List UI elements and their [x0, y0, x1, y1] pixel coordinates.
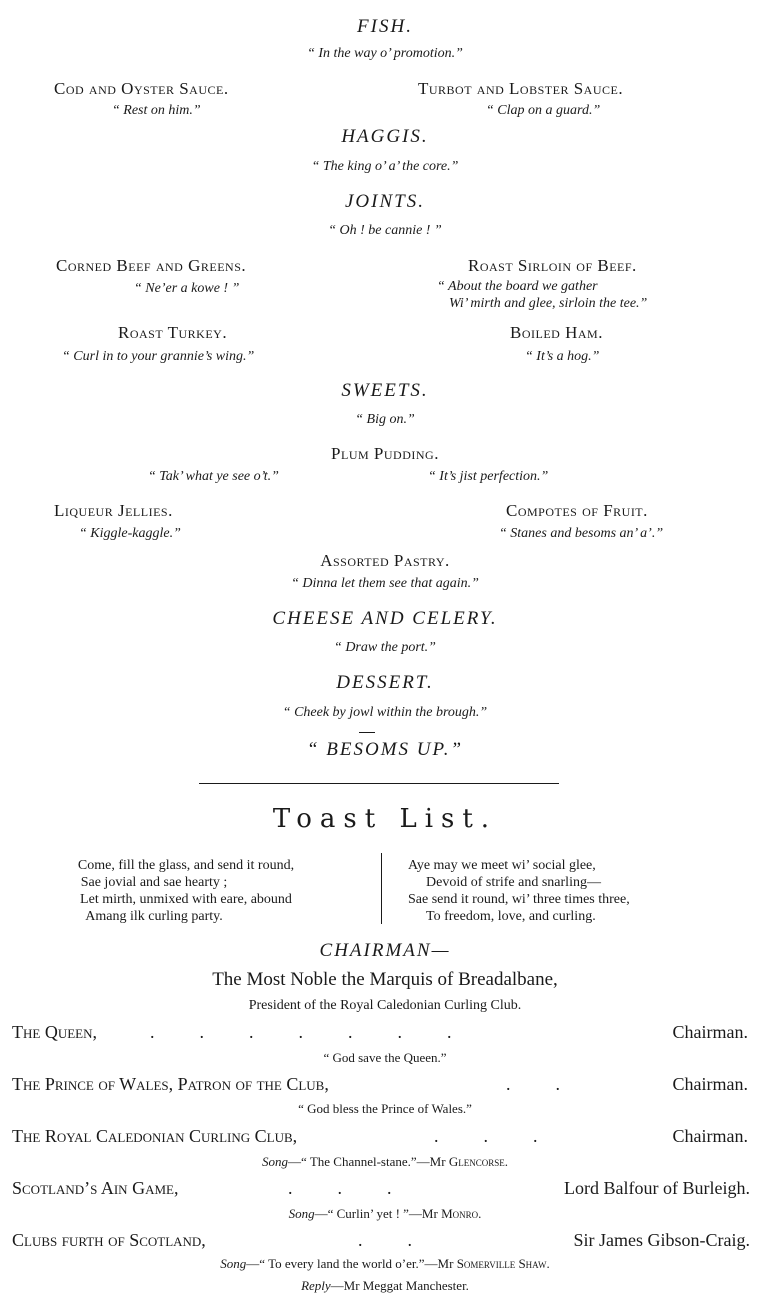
dish-turkey: Roast Turkey. [118, 323, 228, 342]
dish-sirloin-quote-2: Wi’ mirth and glee, sirloin the tee.” [449, 296, 648, 311]
dish-plum-pudding-quote-left: “ Tak’ what ye see o’t.” [148, 469, 279, 484]
joints-heading: JOINTS. [345, 191, 425, 212]
haggis-heading: HAGGIS. [341, 126, 429, 147]
dish-ham-quote: “ It’s a hog.” [525, 349, 600, 364]
verse-left-line-3: Let mirth, unmixed with eare, abound [80, 892, 292, 907]
toast-list-title: Toast List. [272, 804, 498, 834]
cheese-quote: “ Draw the port.” [334, 640, 436, 655]
dish-turbot-quote: “ Clap on a guard.” [486, 103, 601, 118]
toast-rccc-sub-label: Song [262, 1154, 289, 1169]
verse-right [408, 857, 738, 925]
toast-furth-sub [0, 1256, 770, 1272]
dish-sirloin: Roast Sirloin of Beef. [468, 256, 637, 275]
dish-plum-pudding: Plum Pudding. [331, 444, 439, 463]
dish-assorted-pastry: Assorted Pastry. [320, 551, 450, 570]
fish-heading: FISH. [357, 16, 413, 37]
dish-corned-beef-quote: “ Ne’er a kowe ! ” [134, 281, 240, 296]
verse-left [30, 857, 342, 925]
toast-prince-sub: “ God bless the Prince of Wales.” [298, 1101, 472, 1116]
verse-right-line-1: Aye may we meet wi’ social glee, [408, 858, 596, 873]
toast-queen-name: The Queen, [12, 1022, 97, 1042]
chairman-title: President of the Royal Caledonian Curling Club. [248, 998, 522, 1013]
toast-rccc-sub [0, 1154, 770, 1170]
toast-rccc-sub-person: Glencorse. [448, 1154, 508, 1169]
dish-corned-beef: Corned Beef and Greens. [56, 256, 247, 275]
toast-furth-reply [0, 1278, 770, 1294]
toast-furth-sub-label: Song [220, 1256, 247, 1271]
toast-ain-game-name: Scotland’s Ain Game, [12, 1178, 179, 1198]
joints-quote: “ Oh ! be cannie ! ” [328, 223, 442, 238]
toast-rccc-proposer: Chairman. [672, 1126, 748, 1146]
toast-furth-sub-person: Somerville Shaw. [456, 1256, 550, 1271]
fish-quote: “ In the way o’ promotion.” [307, 46, 463, 61]
dish-liqueur-jellies-quote: “ Kiggle-kaggle.” [79, 526, 181, 541]
verse-left-line-2: Sae jovial and sae hearty ; [80, 875, 228, 890]
cheese-heading: CHEESE AND CELERY. [272, 608, 498, 629]
toast-ain-game-proposer: Lord Balfour of Burleigh. [564, 1178, 750, 1198]
toast-furth-reply-label: Reply [301, 1278, 331, 1293]
dish-compotes-quote: “ Stanes and besoms an’ a’.” [499, 526, 664, 541]
verse-divider [381, 853, 382, 924]
dessert-heading: DESSERT. [336, 672, 434, 693]
chairman-name: The Most Noble the Marquis of Breadalbane, [212, 969, 558, 990]
dish-turkey-quote: “ Curl in to your grannie’s wing.” [62, 349, 255, 364]
dish-liqueur-jellies: Liqueur Jellies. [54, 501, 173, 520]
toast-ain-game-sub-person: Monro. [441, 1206, 482, 1221]
verse-right-line-2: Devoid of strife and snarling— [426, 875, 601, 890]
besoms-up-heading: “ BESOMS UP.” [306, 739, 464, 760]
chairman-heading: CHAIRMAN— [319, 940, 451, 961]
toast-furth-name: Clubs furth of Scotland, [12, 1230, 206, 1250]
section-divider [199, 783, 559, 784]
dish-ham: Boiled Ham. [510, 323, 603, 342]
toast-rccc-sub-text: —“ The Channel-stane.”—Mr [288, 1154, 449, 1169]
toast-ain-game-dots: . . . [288, 1178, 392, 1198]
dish-assorted-pastry-quote: “ Dinna let them see that again.” [291, 576, 479, 591]
dish-plum-pudding-quote-right: “ It’s jist perfection.” [428, 469, 549, 484]
toast-ain-game-sub [0, 1206, 770, 1222]
dish-cod-quote: “ Rest on him.” [112, 103, 201, 118]
toast-furth-proposer: Sir James Gibson-Craig. [573, 1230, 750, 1250]
short-rule [359, 732, 375, 733]
toast-furth-sub-text: —“ To every land the world o’er.”—Mr [246, 1256, 457, 1271]
sweets-quote: “ Big on.” [355, 412, 415, 427]
toast-prince-name: The Prince of Wales, Patron of the Club, [12, 1074, 329, 1094]
dish-sirloin-quote-1: “ About the board we gather [437, 279, 598, 294]
toast-furth-dots: . . [358, 1230, 412, 1250]
sweets-heading: SWEETS. [341, 380, 429, 401]
haggis-quote: “ The king o’ a’ the core.” [311, 159, 459, 174]
dish-cod: Cod and Oyster Sauce. [54, 79, 229, 98]
dish-turbot: Turbot and Lobster Sauce. [418, 79, 624, 98]
toast-queen-sub: “ God save the Queen.” [323, 1050, 447, 1065]
toast-queen-proposer: Chairman. [672, 1022, 748, 1042]
dessert-quote: “ Cheek by jowl within the brough.” [282, 705, 488, 720]
toast-ain-game-sub-text: —“ Curlin’ yet ! ”—Mr [314, 1206, 442, 1221]
toast-rccc-dots: . . . [434, 1126, 538, 1146]
toast-rccc-name: The Royal Caledonian Curling Club, [12, 1126, 298, 1146]
toast-prince-proposer: Chairman. [672, 1074, 748, 1094]
toast-furth-reply-text: —Mr Meggat Manchester. [330, 1278, 469, 1293]
toast-ain-game-sub-label: Song [288, 1206, 315, 1221]
verse-right-line-3: Sae send it round, wi’ three times three, [408, 892, 630, 907]
toast-prince-dots: . . [506, 1074, 560, 1094]
toast-queen-dots: . . . . . . . [150, 1022, 452, 1042]
verse-right-line-4: To freedom, love, and curling. [426, 909, 596, 924]
dish-compotes: Compotes of Fruit. [506, 501, 648, 520]
verse-left-line-1: Come, fill the glass, and send it round, [77, 858, 295, 873]
verse-left-line-4: Amang ilk curling party. [85, 909, 223, 924]
